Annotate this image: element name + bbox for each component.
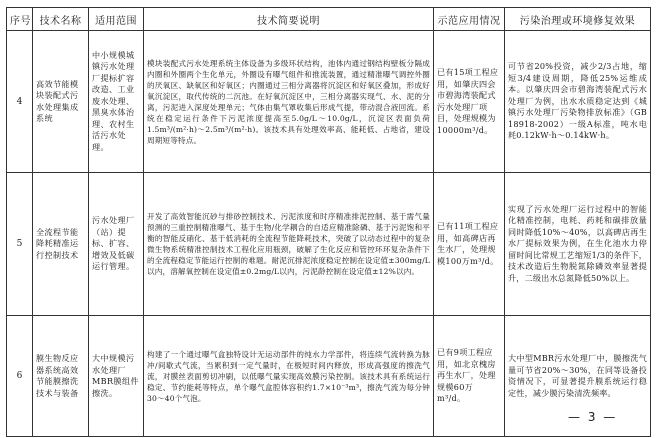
application-cell: 已有11项工程应用，如高碑店再生水厂，处理规模100万m³/d。 [434,173,505,316]
header-tech-name: 技术名称 [33,8,89,31]
application-cell: 已有15项工程应用，如肇庆四会市碧海湾装配式污水处理厂项目，处理规模为10000m³/d。 [434,31,505,173]
row-index: 6 [7,316,33,437]
effect-cell: 大中型MBR污水处理厂中，膜擦洗气量可节省20%～30%，在同等设备投资情况下，可显著提升膜系统运行稳定性，减少膜污染清洗频率。 [505,316,651,437]
description-cell: 构建了一个通过曝气盒独特设计无运动部件的纯水力学部件，将连续气流转换为脉冲/间歇式气流，当累积到一定气量时，在极短时间内释放，形成高强度的擦洗气流，对膜丝表面剪切冲刷，以低曝气量实现高效膜污染控制。该技术具有系统运行稳定、节约能耗等特点，单个曝气盒腔体容积约1.7×10⁻³m³，擦洗气流为每分钟30～40个气泡。 [144,316,434,437]
technology-table [6,7,651,437]
tech-name-cell: 全流程节能降耗精准运行控制技术 [33,173,89,316]
row-index: 5 [7,173,33,316]
description-cell: 开发了高效智能沉砂与排砂控制技术、污泥浓度和时序精准排泥控制、基于需气量预测的三重控制精准曝气、基于生物/化学耦合的自适应精准除磷、基于污泥饱和平衡的智能反硝化、基于低消耗的全流程节能降耗技术，突破了以动态过程中的复杂微生物系统精准控制技术工程化应用瓶颈，破解了生化反应和管控环环复杂条件下的全流程稳定节能运行控制的难题。耐泥沉排泥浓度稳定控制在设定值±300mg/L以内，溶解氧控制在设定值±0.2mg/L以内，污泥龄控制在设定值±12%以内。 [144,173,434,316]
tech-name-cell: 膜生物反应器系统高效节能膜擦洗技术与装备 [33,316,89,437]
header-application: 示范应用情况 [434,8,505,31]
header-effect: 污染治理或环境修复效果 [505,8,651,31]
page-number: — 3 — [568,410,618,424]
row-index: 4 [7,31,33,173]
scope-cell: 中小规模城镇污水处理厂提标扩容改造、工业废水处理、黑臭水体治理、农村生活污水处理。 [89,31,144,173]
table-row [7,31,651,173]
description-cell: 模块装配式污水处理系统主体设备为多级环状结构，池体内通过钢结构壁板分隔成内圈和外圈两个生化单元，外圈设有曝气组件和推流装置，通过精准曝气调控外圈的厌氧区、缺氧区和好氧区；内圈通过三相分离器将沉淀区和好氧区叠加，形成好氧沉淀区，取代传统的二沉池。在好氧沉淀区中，三相分离器实现气、水、泥的分离，污泥进入深度处理单元；气体由集气罩收集后形成气提，带动混合液回流。系统在稳定运行条件下污泥浓度提高至5.0g/L～10.0g/L，沉淀区表面负荷1.5m³/(m²·h)～2.5m³/(m²·h)。该技术具有处理效率高、能耗低、占地省，建设周期短等特点。 [144,31,434,173]
effect-cell: 实现了污水处理厂运行过程中的智能化精准控制，电耗、药耗和碳排放量同时降低10%～40%，以高碑店再生水厂提标效果为例，在生化池水力停留时间比常规工艺缩短1/3的条件下，技术改造后生物脱氮除磷效率显著提升，二级出水总氮降低50%以上。 [505,173,651,316]
header-index: 序号 [7,8,33,31]
effect-cell: 可节省20%投资，减少2/3占地，缩短3/4建设周期，降低25%运维成本。以肇庆四会市碧海湾装配式污水处理厂为例，出水水质稳定达到《城镇污水处理厂污染物排放标准》（GB 18918-2002）一级A标准，吨水电耗0.12kW·h～0.14kW·h。 [505,31,651,173]
header-description: 技术简要说明 [144,8,434,31]
table-row [7,316,651,437]
application-cell: 已有9项工程应用，如北京槐房再生水厂，处理规模60万m³/d。 [434,316,505,437]
scope-cell: 污水处理厂（站）提标、扩容、增效及低碳运行管理。 [89,173,144,316]
header-scope: 适用范围 [89,8,144,31]
scope-cell: 大中规模污水处理厂MBR膜组件擦洗。 [89,316,144,437]
table-row [7,173,651,316]
tech-name-cell: 高效节能模块装配式污水处理集成系统 [33,31,89,173]
table-header-row [7,8,651,31]
